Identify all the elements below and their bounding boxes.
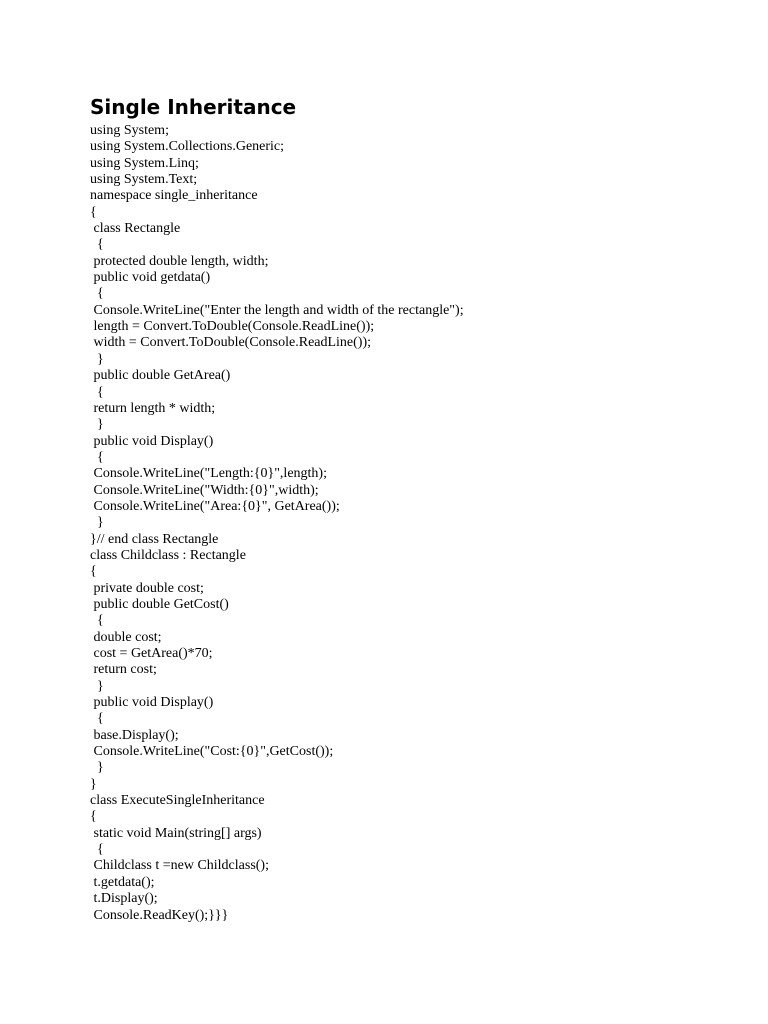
code-line: { (90, 613, 104, 629)
code-line: class ExecuteSingleInheritance (90, 793, 265, 809)
code-line: { (90, 286, 104, 302)
code-line: { (90, 449, 104, 465)
code-listing (90, 123, 464, 924)
code-line: t.getdata(); (90, 874, 155, 890)
code-line: } (90, 760, 104, 776)
code-line: Console.WriteLine("Enter the length and width of the rectangle"); (90, 302, 464, 318)
code-line: using System.Text; (90, 172, 198, 188)
code-line: { (90, 204, 97, 220)
code-line: protected double length, width; (90, 253, 269, 269)
code-line: { (90, 564, 97, 580)
code-line: cost = GetArea()*70; (90, 646, 213, 661)
code-line: return cost; (90, 662, 157, 678)
code-line: length = Convert.ToDouble(Console.ReadLine()); (90, 319, 375, 335)
code-line: static void Main(string[] args) (90, 825, 262, 841)
code-line: using System.Linq; (90, 155, 199, 171)
code-line: } (90, 351, 104, 367)
code-line: public void Display() (90, 433, 214, 449)
code-line: } (90, 776, 97, 792)
code-line: t.Display(); (90, 891, 158, 907)
code-line: private double cost; (90, 580, 204, 596)
code-line: Console.WriteLine("Length:{0}",length); (90, 466, 327, 482)
code-line: using System; (90, 123, 169, 138)
code-line: class Childclass : Rectangle (90, 547, 246, 563)
code-line: { (90, 237, 104, 253)
code-line: public double GetArea() (90, 368, 231, 384)
code-line: public void getdata() (90, 270, 211, 286)
code-line: } (90, 678, 104, 694)
code-line: width = Convert.ToDouble(Console.ReadLine()); (90, 335, 372, 351)
code-line: { (90, 809, 97, 825)
code-line: } (90, 515, 104, 531)
code-line: Console.WriteLine("Area:{0}", GetArea()); (90, 498, 340, 514)
code-line: return length * width; (90, 400, 216, 416)
code-line: using System.Collections.Generic; (90, 139, 285, 155)
code-line: base.Display(); (90, 727, 179, 743)
code-line: } (90, 417, 104, 433)
code-line: Console.WriteLine("Cost:{0}",GetCost()); (90, 744, 334, 760)
code-line: Console.ReadKey();}}} (90, 907, 229, 923)
code-line: namespace single_inheritance (90, 188, 258, 204)
code-line: Console.WriteLine("Width:{0}",width); (90, 482, 319, 498)
code-line: public double GetCost() (90, 596, 229, 612)
code-line: Childclass t =new Childclass(); (90, 858, 269, 874)
code-line: }// end class Rectangle (90, 531, 219, 547)
code-line: { (90, 711, 104, 727)
document-title: Single Inheritance (90, 95, 297, 119)
code-line: class Rectangle (90, 221, 181, 237)
code-line: { (90, 842, 104, 858)
code-line: double cost; (90, 629, 162, 645)
code-line: { (90, 384, 104, 400)
code-line: public void Display() (90, 695, 214, 711)
